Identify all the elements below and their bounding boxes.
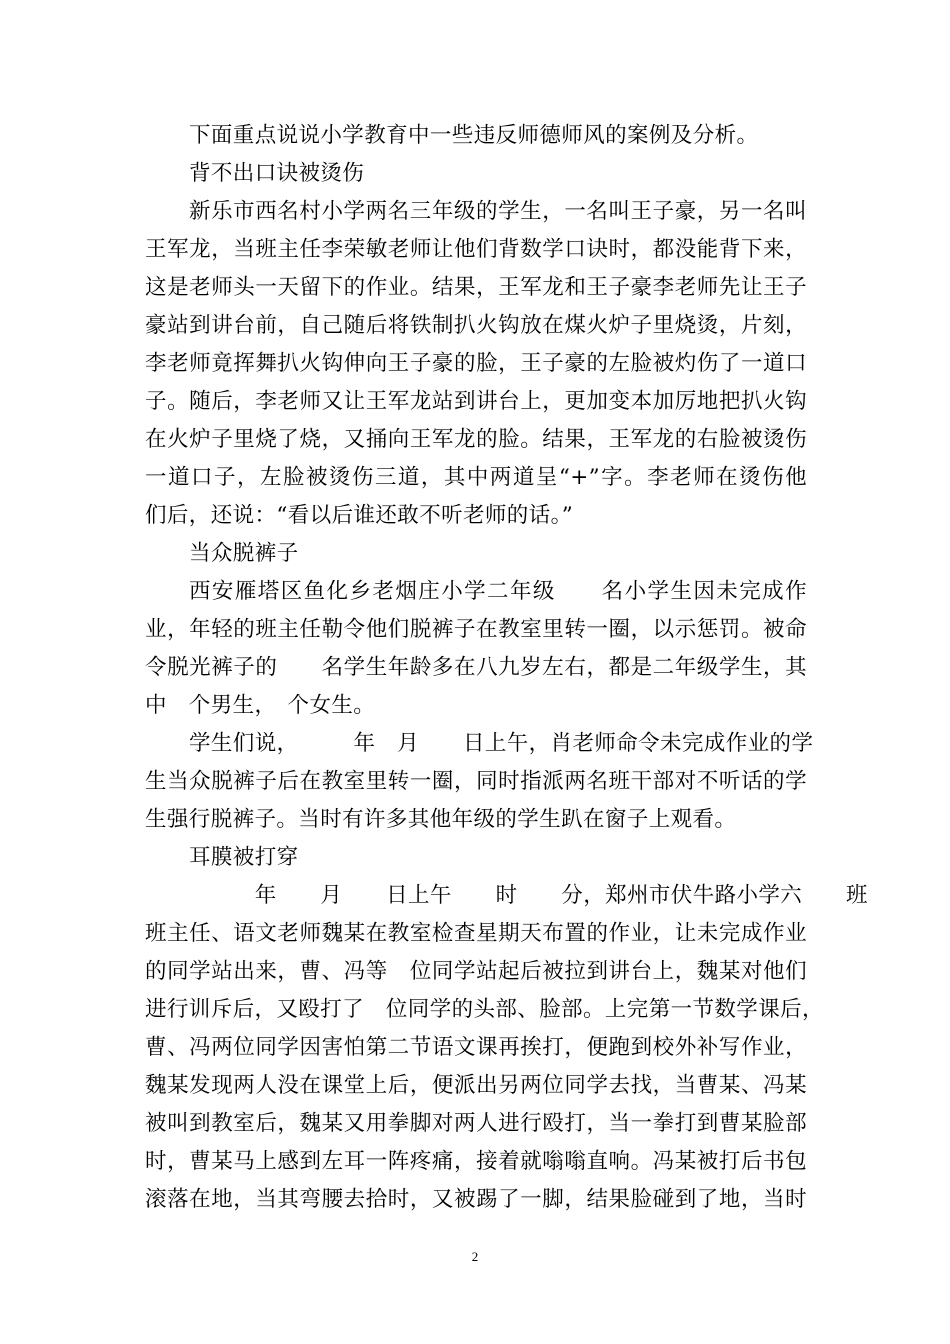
paragraph-line: 被叫到教室后，魏某又用拳脚对两人进行殴打，当一拳打到曹某脸部: [145, 1111, 807, 1136]
paragraph-line: 生当众脱裤子后在教室里转一圈，同时指派两名班干部对不听话的学: [145, 769, 807, 794]
paragraph-line: 这是老师头一天留下的作业。结果，王军龙和王子豪李老师先让王子: [145, 275, 807, 300]
paragraph-line: 子。随后，李老师又让王军龙站到讲台上，更加变本加厉地把扒火钩: [145, 389, 807, 414]
paragraph-line: 新乐市西名村小学两名三年级的学生，一名叫王子豪，另一名叫: [189, 199, 807, 224]
case-3-heading: 耳膜被打穿: [189, 845, 299, 870]
paragraph-line: 班主任、语文老师魏某在教室检查星期天布置的作业，让未完成作业: [145, 921, 807, 946]
paragraph-line: 曹、冯两位同学因害怕第二节语文课再挨打，便跑到校外补写作业，: [145, 1035, 807, 1060]
paragraph-line: 滚落在地，当其弯腰去拾时，又被踢了一脚，结果脸碰到了地，当时: [145, 1187, 807, 1212]
paragraph-line: 中 个男生， 个女生。: [145, 693, 376, 718]
paragraph-line: 年 月 日上午 时 分，郑州市伏牛路小学六 班: [189, 883, 868, 908]
paragraph-line: 时，曹某马上感到左耳一阵疼痛，接着就嗡嗡直响。冯某被打后书包: [145, 1149, 807, 1174]
paragraph-line: 豪站到讲台前，自己随后将铁制扒火钩放在煤火炉子里烧烫，片刻，: [145, 313, 807, 338]
intro-line: 下面重点说说小学教育中一些违反师德师风的案例及分析。: [189, 123, 759, 148]
paragraph-line: 一道口子，左脸被烫伤三道，其中两道呈“+”字。李老师在烫伤他: [145, 465, 807, 490]
paragraph-line: 王军龙，当班主任李荣敏老师让他们背数学口诀时，都没能背下来，: [145, 237, 807, 262]
case-2-heading: 当众脱裤子: [189, 541, 299, 566]
paragraph-line: 的同学站出来，曹、冯等 位同学站起后被拉到讲台上，魏某对他们: [145, 959, 807, 984]
paragraph-line: 魏某发现两人没在课堂上后，便派出另两位同学去找，当曹某、冯某: [145, 1073, 807, 1098]
paragraph-line: 们后，还说：“看以后谁还敢不听老师的话。”: [145, 503, 574, 528]
paragraph-line: 生强行脱裤子。当时有许多其他年级的学生趴在窗子上观看。: [145, 807, 737, 832]
paragraph-line: 进行训斥后，又殴打了 位同学的头部、脸部。上完第一节数学课后，: [145, 997, 824, 1022]
paragraph-line: 令脱光裤子的 名学生年龄多在八九岁左右，都是二年级学生，其: [145, 655, 807, 680]
paragraph-line: 在火炉子里烧了烧，又捅向王军龙的脸。结果，王军龙的右脸被烫伤: [145, 427, 807, 452]
paragraph-line: 业，年轻的班主任勒令他们脱裤子在教室里转一圈，以示惩罚。被命: [145, 617, 807, 642]
case-1-heading: 背不出口诀被烫伤: [189, 161, 365, 186]
page-number: 2: [471, 1249, 479, 1264]
paragraph-line: 李老师竟挥舞扒火钩伸向王子豪的脸，王子豪的左脸被灼伤了一道口: [145, 351, 807, 376]
paragraph-line: 西安雁塔区鱼化乡老烟庄小学二年级 名小学生因未完成作: [189, 579, 807, 604]
paragraph-line: 学生们说， 年 月 日上午，肖老师命令未完成作业的学: [189, 731, 814, 756]
